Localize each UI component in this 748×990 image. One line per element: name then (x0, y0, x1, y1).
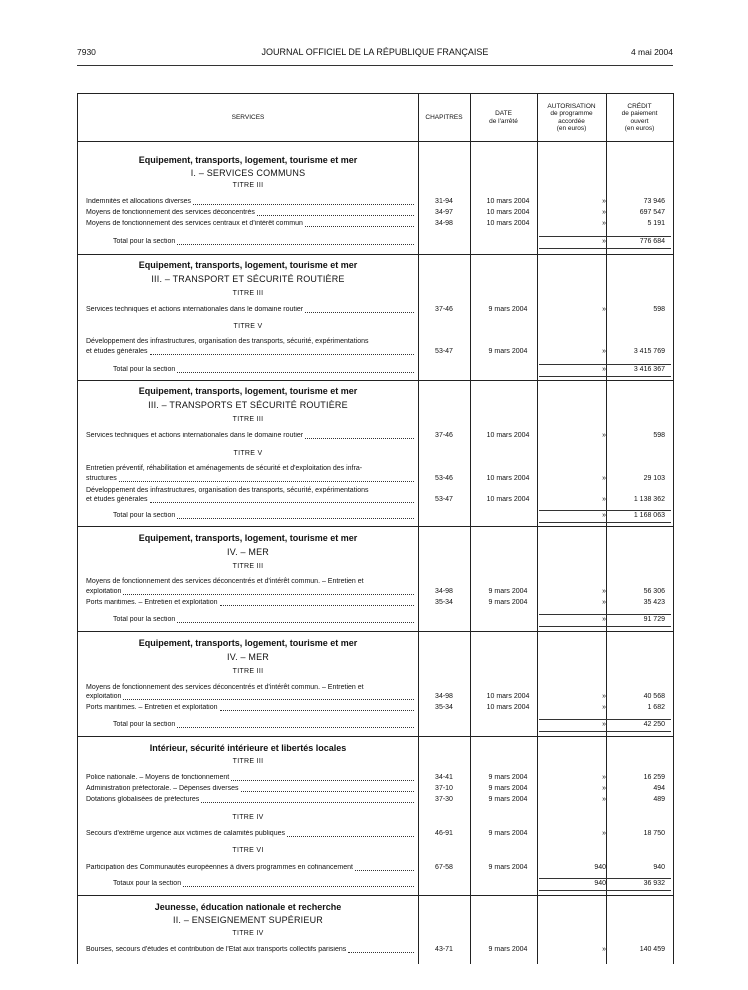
table-row (78, 796, 673, 807)
date-cell: 9 mars 2004 (488, 774, 528, 781)
table-row (78, 348, 673, 359)
dot-leader (177, 238, 414, 245)
chapitre-cell: 67-58 (435, 864, 453, 871)
date-cell: 9 mars 2004 (488, 796, 528, 803)
autorisation-cell: » (602, 238, 606, 245)
row-label-cell (86, 306, 416, 315)
autorisation-cell: » (602, 348, 606, 355)
autorisation-cell: » (602, 946, 606, 953)
chapitre-cell: 37-30 (435, 796, 453, 803)
table-row (78, 830, 673, 841)
col-header-text: accordée (558, 117, 585, 125)
date-cell: 9 mars 2004 (488, 599, 528, 606)
table-row (78, 475, 673, 486)
row-label-line: Développement des infrastructures, organisation des transports, sécurité, expérimentations (86, 487, 369, 494)
table-row (78, 588, 673, 599)
row-label-cell (113, 366, 416, 375)
chapitre-cell: 53-47 (435, 496, 453, 503)
row-label-cell (113, 512, 416, 521)
titre-heading: TITRE III (232, 290, 264, 297)
row-label-line: Moyens de fonctionnement des services déconcentrés et d'intérêt commun. – Entretien et (86, 578, 364, 585)
credit-cell: 16 259 (643, 774, 665, 781)
row-label-cell (113, 880, 416, 889)
header-rule (77, 65, 673, 66)
dot-leader (305, 220, 414, 227)
date-cell: 9 mars 2004 (488, 864, 528, 871)
credit-cell: 56 306 (643, 588, 665, 595)
credit-cell: 140 459 (639, 946, 665, 953)
dot-leader (220, 599, 414, 606)
row-label: Services techniques et actions internationales dans le domaine routier (86, 432, 304, 439)
credits-table (77, 93, 674, 964)
autorisation-cell: » (602, 774, 606, 781)
col-header-text: ouvert (630, 117, 649, 125)
row-label-cell (86, 348, 416, 357)
section-separator (78, 631, 673, 632)
table-row (78, 946, 673, 957)
row-label: Administration préfectorale. – Dépenses diverses (86, 785, 239, 792)
row-label-cell (86, 704, 416, 713)
row-label-cell (86, 796, 416, 805)
row-label: et études générales (86, 348, 148, 355)
dot-leader (348, 946, 414, 953)
credit-cell: 36 932 (643, 880, 665, 887)
table-row (78, 432, 673, 443)
credit-cell: 29 103 (643, 475, 665, 482)
dot-leader (201, 796, 414, 803)
section-ministry: Equipement, transports, logement, tourisme et mer (138, 155, 358, 165)
row-label: Total pour la section (113, 616, 176, 623)
table-row (78, 306, 673, 317)
section-name: IV. – MER (227, 547, 269, 557)
date-cell: 9 mars 2004 (488, 588, 528, 595)
table-row (78, 496, 673, 507)
chapitre-cell: 35-34 (435, 704, 453, 711)
row-label: Services techniques et actions internationales dans le domaine routier (86, 306, 304, 313)
dot-leader (119, 475, 414, 482)
col-header-text: CHAPITRES (425, 113, 463, 121)
row-label-line: Entretien préventif, réhabilitation et aménagements de sécurité et d'exploitation des infra- (86, 465, 363, 472)
row-label: Bourses, secours d'études et contribution de l'Etat aux transports collectifs parisiens (86, 946, 347, 953)
titre-heading: TITRE V (233, 323, 263, 330)
col-header-date (470, 94, 537, 141)
dot-leader (355, 864, 414, 871)
total-row (78, 880, 673, 891)
date-cell: 9 mars 2004 (488, 830, 528, 837)
autorisation-cell: » (602, 704, 606, 711)
date-cell: 10 mars 2004 (486, 704, 530, 711)
chapitre-cell: 34-98 (435, 588, 453, 595)
table-row (78, 198, 673, 209)
col-header-text: de paiement (621, 110, 658, 117)
chapitre-cell: 34-98 (435, 693, 453, 700)
table-row (78, 599, 673, 610)
credit-cell: 5 191 (647, 220, 665, 227)
section-ministry: Equipement, transports, logement, tourisme et mer (138, 638, 358, 648)
row-label-line: Moyens de fonctionnement des services déconcentrés et d'intérêt commun. – Entretien et (86, 684, 364, 691)
row-label-cell (86, 599, 416, 608)
credit-cell: 940 (653, 864, 665, 871)
row-label-cell (86, 209, 416, 218)
row-label: Totaux pour la section (113, 880, 182, 887)
row-label: Participation des Communautés européennes à divers programmes en cofinancement (86, 864, 353, 871)
row-label: Indemnités et allocations diverses (86, 198, 192, 205)
section-separator (78, 380, 673, 381)
dot-leader (231, 774, 414, 781)
row-label-cell (86, 864, 416, 873)
date-cell: 10 mars 2004 (486, 432, 530, 439)
chapitre-cell: 53-46 (435, 475, 453, 482)
table-row (78, 693, 673, 704)
titre-heading: TITRE III (232, 668, 264, 675)
autorisation-cell: » (602, 512, 606, 519)
credit-cell: 1 168 063 (633, 512, 665, 519)
dot-leader (123, 588, 414, 595)
autorisation-cell: » (602, 475, 606, 482)
row-label-line: Développement des infrastructures, organisation des transports, sécurité, expérimentations (86, 338, 369, 345)
row-label: Moyens de fonctionnement des services déconcentrés (86, 209, 255, 216)
titre-heading: TITRE III (232, 563, 264, 570)
row-label-cell (86, 785, 416, 794)
row-label: Ports maritimes. – Entretien et exploitation (86, 599, 218, 606)
dot-leader (305, 432, 414, 439)
autorisation-cell: » (602, 198, 606, 205)
credit-cell: 1 682 (647, 704, 665, 711)
titre-heading: TITRE VI (232, 847, 264, 854)
chapitre-cell: 53-47 (435, 348, 453, 355)
row-label-cell (86, 588, 416, 597)
row-label: Ports maritimes. – Entretien et exploitation (86, 704, 218, 711)
row-label: Dotations globalisées de préfectures (86, 796, 200, 803)
row-label: Total pour la section (113, 721, 176, 728)
chapitre-cell: 34-98 (435, 220, 453, 227)
credit-cell: 598 (653, 306, 665, 313)
section-separator (78, 526, 673, 527)
titre-heading: TITRE IV (232, 814, 264, 821)
row-label: Moyens de fonctionnement des services centraux et d'intérêt commun (86, 220, 303, 227)
date-cell: 9 mars 2004 (488, 785, 528, 792)
dot-leader (177, 616, 414, 623)
section-separator (78, 895, 673, 896)
section-name: III. – TRANSPORT ET SÉCURITÉ ROUTIÈRE (151, 274, 345, 284)
section-separator (78, 736, 673, 737)
credit-cell: 18 750 (643, 830, 665, 837)
col-header-text: de programme (550, 110, 593, 117)
autorisation-cell: » (602, 209, 606, 216)
table-row (78, 209, 673, 220)
autorisation-cell: » (602, 616, 606, 623)
row-label-cell (113, 616, 416, 625)
autorisation-cell: » (602, 830, 606, 837)
autorisation-cell: » (602, 599, 606, 606)
table-row (78, 774, 673, 785)
dot-leader (241, 785, 414, 792)
row-label: et études générales (86, 496, 148, 503)
credit-cell: 776 684 (639, 238, 665, 245)
autorisation-cell: » (602, 306, 606, 313)
titre-heading: TITRE III (232, 416, 264, 423)
page-number: 7930 (77, 47, 96, 57)
row-label-cell (86, 774, 416, 783)
total-row (78, 721, 673, 732)
dot-leader (177, 721, 414, 728)
autorisation-cell: » (602, 785, 606, 792)
col-header-services (78, 94, 418, 141)
col-header-chapitres (418, 94, 470, 141)
row-label-cell (86, 496, 416, 505)
chapitre-cell: 35-34 (435, 599, 453, 606)
total-row (78, 238, 673, 249)
autorisation-cell: 940 (594, 880, 606, 887)
autorisation-cell: » (602, 588, 606, 595)
autorisation-cell: » (602, 721, 606, 728)
dot-leader (220, 704, 414, 711)
dot-leader (305, 306, 414, 313)
chapitre-cell: 31-94 (435, 198, 453, 205)
col-header-text: (en euros) (624, 125, 655, 132)
credit-cell: 1 138 362 (633, 496, 665, 503)
credit-cell: 42 250 (643, 721, 665, 728)
row-label-cell (113, 721, 416, 730)
chapitre-cell: 43-71 (435, 946, 453, 953)
col-header-text: AUTORISATION (547, 102, 596, 110)
section-ministry: Jeunesse, éducation nationale et recherche (154, 902, 342, 912)
autorisation-cell: » (602, 432, 606, 439)
credit-cell: 3 416 367 (633, 366, 665, 373)
row-label-cell (113, 238, 416, 247)
section-name: I. – SERVICES COMMUNS (190, 168, 306, 178)
col-header-text: (en euros) (556, 125, 587, 132)
col-header-text: de l'arrêté (489, 117, 518, 125)
section-name: III. – TRANSPORTS ET SÉCURITÉ ROUTIÈRE (148, 400, 348, 410)
titre-heading: TITRE V (233, 450, 263, 457)
autorisation-cell: » (602, 693, 606, 700)
titre-heading: TITRE IV (232, 930, 264, 937)
date-cell: 9 mars 2004 (488, 306, 528, 313)
titre-heading: TITRE III (232, 758, 264, 765)
dot-leader (123, 693, 414, 700)
dot-leader (177, 366, 414, 373)
dot-leader (287, 830, 414, 837)
credit-cell: 3 415 769 (633, 348, 665, 355)
table-row (78, 864, 673, 875)
dot-leader (177, 512, 414, 519)
date-cell: 10 mars 2004 (486, 220, 530, 227)
chapitre-cell: 37-46 (435, 306, 453, 313)
row-label: exploitation (86, 588, 122, 595)
table-row (78, 704, 673, 715)
row-label-cell (86, 475, 416, 484)
chapitre-cell: 34-41 (435, 774, 453, 781)
autorisation-cell: » (602, 220, 606, 227)
table-row (78, 220, 673, 231)
row-label: Total pour la section (113, 366, 176, 373)
dot-leader (150, 348, 415, 355)
row-label: Police nationale. – Moyens de fonctionnement (86, 774, 230, 781)
credit-cell: 91 729 (643, 616, 665, 623)
table-row (78, 785, 673, 796)
chapitre-cell: 34-97 (435, 209, 453, 216)
total-row (78, 512, 673, 523)
col-header-text: CRÉDIT (627, 102, 652, 110)
total-row (78, 366, 673, 377)
dot-leader (150, 496, 415, 503)
journal-title: JOURNAL OFFICIEL DE LA RÉPUBLIQUE FRANÇAISE (261, 47, 489, 57)
row-label: Total pour la section (113, 238, 176, 245)
credit-cell: 489 (653, 796, 665, 803)
total-row (78, 616, 673, 627)
header-row-rule (78, 141, 673, 142)
date-cell: 9 mars 2004 (488, 946, 528, 953)
credit-cell: 598 (653, 432, 665, 439)
date-cell: 10 mars 2004 (486, 496, 530, 503)
row-label: Total pour la section (113, 512, 176, 519)
section-name: IV. – MER (227, 652, 269, 662)
row-label-cell (86, 220, 416, 229)
credit-cell: 40 568 (643, 693, 665, 700)
col-header-credit (606, 94, 673, 141)
row-label: Secours d'extrême urgence aux victimes de calamités publiques (86, 830, 285, 837)
chapitre-cell: 46-91 (435, 830, 453, 837)
date-cell: 10 mars 2004 (486, 198, 530, 205)
section-ministry: Equipement, transports, logement, tourisme et mer (138, 386, 358, 396)
date-cell: 10 mars 2004 (486, 693, 530, 700)
section-separator (78, 254, 673, 255)
date-cell: 9 mars 2004 (488, 348, 528, 355)
autorisation-cell: » (602, 796, 606, 803)
publication-date: 4 mai 2004 (630, 47, 673, 57)
section-name: II. – ENSEIGNEMENT SUPÉRIEUR (173, 915, 323, 925)
autorisation-cell: » (602, 366, 606, 373)
row-label-cell (86, 432, 416, 441)
col-header-autorisation (537, 94, 606, 141)
titre-heading: TITRE III (232, 182, 264, 189)
dot-leader (193, 198, 414, 205)
row-label-cell (86, 693, 416, 702)
row-label-cell (86, 946, 416, 955)
chapitre-cell: 37-10 (435, 785, 453, 792)
credit-cell: 494 (653, 785, 665, 792)
row-label: structures (86, 475, 117, 482)
date-cell: 10 mars 2004 (486, 209, 530, 216)
row-label-cell (86, 830, 416, 839)
row-label-cell (86, 198, 416, 207)
section-ministry: Equipement, transports, logement, tourisme et mer (138, 260, 358, 270)
date-cell: 10 mars 2004 (486, 475, 530, 482)
section-ministry: Intérieur, sécurité intérieure et libertés locales (149, 743, 347, 753)
credit-cell: 697 547 (639, 209, 665, 216)
chapitre-cell: 37-46 (435, 432, 453, 439)
col-header-text: DATE (495, 110, 512, 117)
credit-cell: 35 423 (643, 599, 665, 606)
row-label: exploitation (86, 693, 122, 700)
credit-cell: 73 946 (643, 198, 665, 205)
dot-leader (183, 880, 414, 887)
section-ministry: Equipement, transports, logement, tourisme et mer (138, 533, 358, 543)
dot-leader (257, 209, 414, 216)
col-header-text: SERVICES (231, 113, 265, 121)
autorisation-cell: 940 (594, 864, 606, 871)
autorisation-cell: » (602, 496, 606, 503)
